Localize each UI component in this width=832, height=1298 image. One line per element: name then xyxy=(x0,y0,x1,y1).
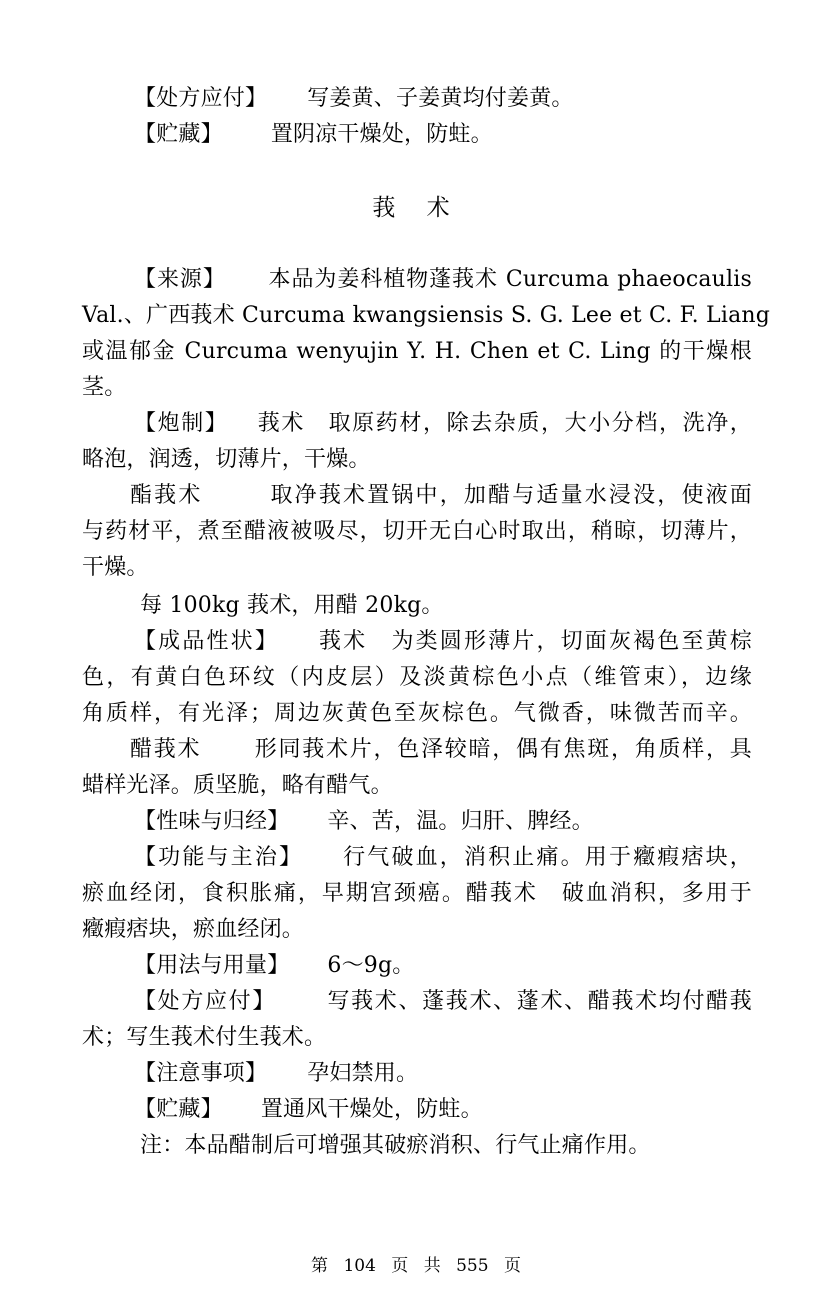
section-text: 孕妇禁用。 xyxy=(307,1061,419,1086)
section-text: 6～9g。 xyxy=(327,953,415,978)
section-label: 【成品性状】 xyxy=(134,629,279,654)
section-label: 【贮藏】 xyxy=(134,1097,223,1122)
text-line: 略泡，润透，切薄片，干燥。 xyxy=(82,447,371,472)
text-line: Val.、广西莪术 Curcuma kwangsiensis S. G. Lee et C. F. Liang xyxy=(82,303,771,328)
text-line-prescription xyxy=(82,984,752,1020)
text-line: 与药材平，煮至醋液被吸尽，切开无白心时取出，稍晾，切薄片， xyxy=(82,519,752,544)
text-line: 色，有黄白色环纹（内皮层）及淡黄棕色小点（维管束），边缘 xyxy=(82,665,752,690)
text-line-precautions xyxy=(82,1056,752,1092)
section-label: 【处方应付】 xyxy=(134,989,276,1014)
text-line-prescription-previous xyxy=(82,81,752,117)
text-line-source xyxy=(82,262,752,298)
footer-page-word-end: 页 xyxy=(503,1256,521,1276)
section-label: 【炮制】 xyxy=(134,411,229,436)
monograph-title: 莪 术 xyxy=(372,195,462,221)
section-text: 置阴凉干燥处，防蛀。 xyxy=(270,122,493,147)
text-line-nature xyxy=(82,804,752,840)
text-line: 角质样，有光泽；周边灰黄色至灰棕色。气微香，味微苦而辛。 xyxy=(82,701,752,726)
text-line-note: 注：本品醋制后可增强其破瘀消积、行气止痛作用。 xyxy=(140,1133,651,1158)
section-text: 辛、苦，温。归肝、脾经。 xyxy=(327,809,594,834)
section-text: 行气破血，消积止痛。用于癥瘕痞块， xyxy=(341,845,752,870)
text-line-vinegar-properties xyxy=(82,732,752,768)
text-line: 癥瘕痞块，瘀血经闭。 xyxy=(82,917,305,942)
text-line: 干燥。 xyxy=(82,555,149,580)
section-label: 【功能与主治】 xyxy=(134,845,304,870)
text-line-functions xyxy=(82,840,752,876)
text-line-ratio: 每 100kg 莪术，用醋 20kg。 xyxy=(140,593,444,618)
section-label: 【注意事项】 xyxy=(134,1061,268,1086)
section-label: 醋莪术 xyxy=(130,737,202,762)
text-line-processing xyxy=(82,406,752,442)
document-page xyxy=(82,0,771,1298)
section-label: 【来源】 xyxy=(134,267,226,292)
text-line-vinegar-processing xyxy=(82,478,752,514)
text-line: 术；写生莪术付生莪术。 xyxy=(82,1025,327,1050)
text-line: 或温郁金 Curcuma wenyujin Y. H. Chen et C. Ling 的干燥根 xyxy=(82,339,752,364)
section-label: 【用法与用量】 xyxy=(134,953,290,978)
section-text: 本品为姜科植物蓬莪术 Curcuma phaeocaulis xyxy=(267,267,752,292)
current-page-number: 104 xyxy=(343,1256,376,1276)
section-text: 置通风干燥处，防蛀。 xyxy=(260,1097,483,1122)
section-label: 【性味与归经】 xyxy=(134,809,290,834)
section-text: 莪术 为类圆形薄片，切面灰褐色至黄棕 xyxy=(317,629,752,654)
section-text: 莪术 取原药材，除去杂质，大小分档，洗净， xyxy=(256,411,752,436)
footer-prefix: 第 xyxy=(311,1256,329,1276)
text-line: 瘀血经闭，食积胀痛，早期宫颈癌。醋莪术 破血消积，多用于 xyxy=(82,881,752,906)
text-line-dosage xyxy=(82,948,752,984)
text-line-properties xyxy=(82,624,752,660)
section-label: 【贮藏】 xyxy=(134,122,223,147)
text-line: 蜡样光泽。质坚脆，略有醋气。 xyxy=(82,773,393,798)
footer-page-word: 页 xyxy=(391,1256,409,1276)
page-footer xyxy=(0,1254,832,1278)
section-text: 写莪术、蓬莪术、蓬术、醋莪术均付醋莪 xyxy=(326,989,752,1014)
section-text: 取净莪术置锅中，加醋与适量水浸没，使液面 xyxy=(268,483,752,508)
section-text: 写姜黄、子姜黄均付姜黄。 xyxy=(307,86,574,111)
section-label: 酯莪术 xyxy=(130,483,203,508)
section-text: 形同莪术片，色泽较暗，偶有焦斑，角质样，具 xyxy=(253,737,752,762)
footer-total-word: 共 xyxy=(423,1256,441,1276)
section-label: 【处方应付】 xyxy=(134,86,268,111)
text-line-storage xyxy=(82,1092,752,1128)
text-line: 茎。 xyxy=(82,375,127,400)
total-page-count: 555 xyxy=(456,1256,489,1276)
text-line-storage-previous xyxy=(82,117,752,153)
